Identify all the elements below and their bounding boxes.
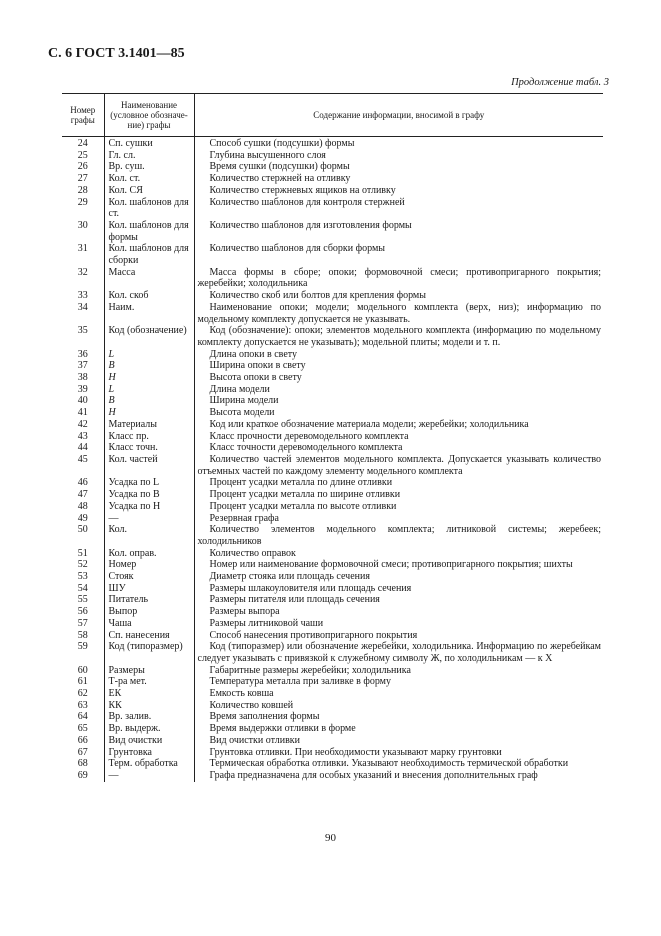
table-row (62, 606, 603, 618)
table-row (62, 641, 603, 664)
row-graph-name: Чаша (104, 618, 194, 630)
row-content: Размеры выпора (209, 606, 280, 618)
table-row (62, 501, 603, 513)
row-graph-name: Наим. (104, 302, 194, 325)
row-graph-name: Материалы (104, 419, 194, 431)
table-row (62, 161, 603, 173)
row-number: 50 (62, 524, 104, 547)
row-graph-name: Сп. сушки (104, 137, 194, 150)
row-graph-name: Кол. ст. (104, 173, 194, 185)
table-row (62, 571, 603, 583)
table-row (62, 372, 603, 384)
row-graph-name: L (104, 384, 194, 396)
row-number: 62 (62, 688, 104, 700)
table-row (62, 489, 603, 501)
row-graph-name: Вр. суш. (104, 161, 194, 173)
row-graph-name: H (104, 407, 194, 419)
table-row (62, 384, 603, 396)
row-number: 69 (62, 770, 104, 782)
row-content: Класс точности деревомодельного комплекта (209, 442, 403, 454)
row-number: 44 (62, 442, 104, 454)
row-content: Процент усадки металла по длине отливки (209, 477, 393, 489)
row-content: Процент усадки металла по ширине отливки (209, 489, 401, 501)
row-graph-name: Масса (104, 267, 194, 290)
row-graph-name: Кол. шаблонов для формы (104, 220, 194, 243)
row-number: 55 (62, 594, 104, 606)
row-number: 47 (62, 489, 104, 501)
row-number: 26 (62, 161, 104, 173)
row-graph-name: — (104, 513, 194, 525)
table-row (62, 243, 603, 266)
row-content: Количество стержневых ящиков на отливку (209, 184, 396, 196)
row-graph-name: Вр. залив. (104, 711, 194, 723)
table-row (62, 770, 603, 782)
row-number: 39 (62, 384, 104, 396)
row-number: 56 (62, 606, 104, 618)
row-number: 37 (62, 360, 104, 372)
row-number: 30 (62, 220, 104, 243)
row-number: 54 (62, 583, 104, 595)
row-graph-name: — (104, 770, 194, 782)
row-graph-name: Питатель (104, 594, 194, 606)
row-number: 57 (62, 618, 104, 630)
row-graph-name: Класс точн. (104, 442, 194, 454)
table-row (62, 688, 603, 700)
row-content: Количество шаблонов для сборки формы (209, 243, 386, 255)
row-number: 40 (62, 395, 104, 407)
row-content: Габаритные размеры жеребейки; холодильника (209, 664, 411, 676)
row-number: 52 (62, 559, 104, 571)
row-content: Номер или наименование формовочной смеси; противопригарного покрытия; шихты (209, 559, 573, 571)
table-row (62, 454, 603, 477)
row-content: Высота опоки в свету (209, 372, 302, 384)
row-number: 48 (62, 501, 104, 513)
row-number: 29 (62, 197, 104, 220)
row-graph-name: Стояк (104, 571, 194, 583)
table-row (62, 477, 603, 489)
table-row (62, 676, 603, 688)
row-graph-name: ШУ (104, 583, 194, 595)
row-graph-name: Вр. выдерж. (104, 723, 194, 735)
row-content: Ширина опоки в свету (209, 360, 306, 372)
row-graph-name: B (104, 360, 194, 372)
row-number: 25 (62, 150, 104, 162)
row-number: 59 (62, 641, 104, 664)
table-row (62, 267, 603, 290)
row-content: Количество скоб или болтов для крепления формы (209, 290, 426, 302)
column-header-content: Содержание информации, вносимой в графу (194, 94, 603, 137)
row-number: 38 (62, 372, 104, 384)
table-row (62, 758, 603, 770)
row-number: 32 (62, 267, 104, 290)
row-content: Грунтовка отливки. При необходимости указывают марку грунтовки (209, 746, 502, 758)
row-graph-name: Номер (104, 559, 194, 571)
row-content: Длина опоки в свету (209, 348, 298, 360)
table-row (62, 583, 603, 595)
table-row (62, 524, 603, 547)
table-row (62, 349, 603, 361)
row-number: 49 (62, 513, 104, 525)
row-graph-name: Кол. шаблонов для ст. (104, 197, 194, 220)
row-number: 41 (62, 407, 104, 419)
row-number: 64 (62, 711, 104, 723)
row-content: Количество шаблонов для контроля стержней (209, 196, 405, 208)
row-graph-name: Размеры (104, 665, 194, 677)
row-content: Код (типоразмер) или обозначение жеребейки, холодильника. Информацию по жеребейкам следует указывать с привязкой к служебному символу Ж, по холодильникам — к Х (197, 641, 601, 664)
row-graph-name: Класс пр. (104, 431, 194, 443)
row-content: Емкость ковша (209, 688, 274, 700)
row-graph-name: Терм. обработка (104, 758, 194, 770)
row-content: Диаметр стояка или площадь сечения (209, 571, 370, 583)
page-number: 90 (325, 832, 336, 844)
table-row (62, 419, 603, 431)
table-row (62, 618, 603, 630)
table-row (62, 185, 603, 197)
row-graph-name: Код (обозначение) (104, 325, 194, 348)
row-graph-name: Кол. СЯ (104, 185, 194, 197)
graph-info-table (62, 93, 603, 782)
table-row (62, 150, 603, 162)
row-graph-name: Кол. скоб (104, 290, 194, 302)
row-number: 68 (62, 758, 104, 770)
row-graph-name: Усадка по H (104, 501, 194, 513)
row-content: Время заполнения формы (209, 711, 320, 723)
table-row (62, 747, 603, 759)
row-number: 24 (62, 137, 104, 150)
row-number: 27 (62, 173, 104, 185)
row-number: 63 (62, 700, 104, 712)
row-content: Наименование опоки; модели; модельного комплекта (верх, низ); информацию по модельному комплекту допускается не указывать. (197, 301, 601, 325)
row-graph-name: B (104, 395, 194, 407)
table-row (62, 665, 603, 677)
row-content: Код (обозначение): опоки; элементов модельного комплекта (информацию по модельному комплекту допускается не указывать); модельной плиты; модели и т. п. (197, 325, 601, 348)
row-graph-name: Усадка по L (104, 477, 194, 489)
table-row (62, 513, 603, 525)
table-row (62, 594, 603, 606)
row-number: 33 (62, 290, 104, 302)
row-number: 58 (62, 630, 104, 642)
table-row (62, 325, 603, 348)
row-graph-name: Выпор (104, 606, 194, 618)
row-content: Количество частей элементов модельного комплекта. Допускается указывать количество отъемных частей по каждому элементу модельного комплекта (197, 453, 601, 477)
table-row (62, 630, 603, 642)
row-number: 65 (62, 723, 104, 735)
row-graph-name: Т-ра мет. (104, 676, 194, 688)
row-graph-name: Сп. нанесения (104, 630, 194, 642)
row-content: Класс прочности деревомодельного комплекта (209, 430, 409, 442)
row-content: Процент усадки металла по высоте отливки (209, 500, 397, 512)
row-number: 45 (62, 454, 104, 477)
row-number: 61 (62, 676, 104, 688)
row-content: Размеры литниковой чаши (209, 617, 324, 629)
row-content: Температура металла при заливке в форму (209, 676, 392, 688)
table-row (62, 302, 603, 325)
row-graph-name: Гл. сл. (104, 150, 194, 162)
row-content: Глубина высушенного слоя (209, 149, 326, 161)
row-graph-name: Вид очистки (104, 735, 194, 747)
row-content: Время сушки (подсушки) формы (209, 161, 350, 173)
table-row (62, 431, 603, 443)
row-content: Количество оправок (209, 547, 296, 559)
table-row (62, 700, 603, 712)
row-content: Размеры шлакоуловителя или площадь сечения (209, 582, 412, 594)
row-content: Вид очистки отливки (209, 734, 301, 746)
row-content: Способ сушки (подсушки) формы (209, 138, 355, 149)
table-row (62, 197, 603, 220)
table-row (62, 137, 603, 150)
row-graph-name: Кол. оправ. (104, 548, 194, 560)
row-content: Графа предназначена для особых указаний и внесения дополнительных граф (209, 769, 538, 781)
row-number: 60 (62, 665, 104, 677)
table-row (62, 220, 603, 243)
table-row (62, 290, 603, 302)
row-number: 35 (62, 325, 104, 348)
table-row (62, 173, 603, 185)
row-content: Время выдержки отливки в форме (209, 723, 356, 735)
table-row (62, 395, 603, 407)
row-number: 42 (62, 419, 104, 431)
row-content: Код или краткое обозначение материала модели; жеребейки; холодильника (209, 418, 529, 430)
row-graph-name: Усадка по B (104, 489, 194, 501)
table-row (62, 723, 603, 735)
row-graph-name: Кол. (104, 524, 194, 547)
row-number: 34 (62, 302, 104, 325)
row-number: 43 (62, 431, 104, 443)
table-row (62, 711, 603, 723)
row-content: Количество ковшей (209, 699, 294, 711)
row-content: Высота модели (209, 407, 275, 419)
row-content: Размеры питателя или площадь сечения (209, 594, 380, 606)
row-number: 67 (62, 747, 104, 759)
table-continuation-label: Продолжение табл. 3 (511, 77, 609, 88)
row-content: Длина модели (209, 383, 270, 395)
row-content: Количество стержней на отливку (209, 173, 351, 185)
row-number: 31 (62, 243, 104, 266)
row-number: 36 (62, 349, 104, 361)
row-number: 66 (62, 735, 104, 747)
table-row (62, 407, 603, 419)
row-graph-name: КК (104, 700, 194, 712)
document-header: С. 6 ГОСТ 3.1401—85 (48, 46, 185, 61)
row-content: Способ нанесения противопригарного покрытия (209, 629, 418, 641)
column-header-name: Наименование (условное обозначе-ние) графы (104, 94, 194, 137)
row-content: Масса формы в сборе; опоки; формовочной смеси; противопригарного покрытия; жеребейки; холодильника (197, 266, 601, 290)
row-content: Количество элементов модельного комплекта; литниковой системы; жеребеек; холодильников (197, 524, 601, 547)
table-row (62, 559, 603, 571)
column-header-number: Номер графы (62, 94, 104, 137)
table-row (62, 548, 603, 560)
row-number: 46 (62, 477, 104, 489)
table-row (62, 442, 603, 454)
row-graph-name: Код (типоразмер) (104, 641, 194, 664)
row-graph-name: ЕК (104, 688, 194, 700)
row-graph-name: L (104, 349, 194, 361)
row-number: 53 (62, 571, 104, 583)
row-number: 51 (62, 548, 104, 560)
row-content: Количество шаблонов для изготовления формы (209, 219, 412, 231)
row-graph-name: Кол. частей (104, 454, 194, 477)
row-content: Ширина модели (209, 395, 279, 407)
row-graph-name: Кол. шаблонов для сборки (104, 243, 194, 266)
row-content: Резервная графа (209, 512, 279, 524)
row-graph-name: H (104, 372, 194, 384)
table-row (62, 735, 603, 747)
row-graph-name: Грунтовка (104, 747, 194, 759)
row-number: 28 (62, 185, 104, 197)
table-row (62, 360, 603, 372)
table-header-row (62, 94, 603, 137)
row-content: Термическая обработка отливки. Указывают необходимость термической обработки (209, 758, 569, 770)
